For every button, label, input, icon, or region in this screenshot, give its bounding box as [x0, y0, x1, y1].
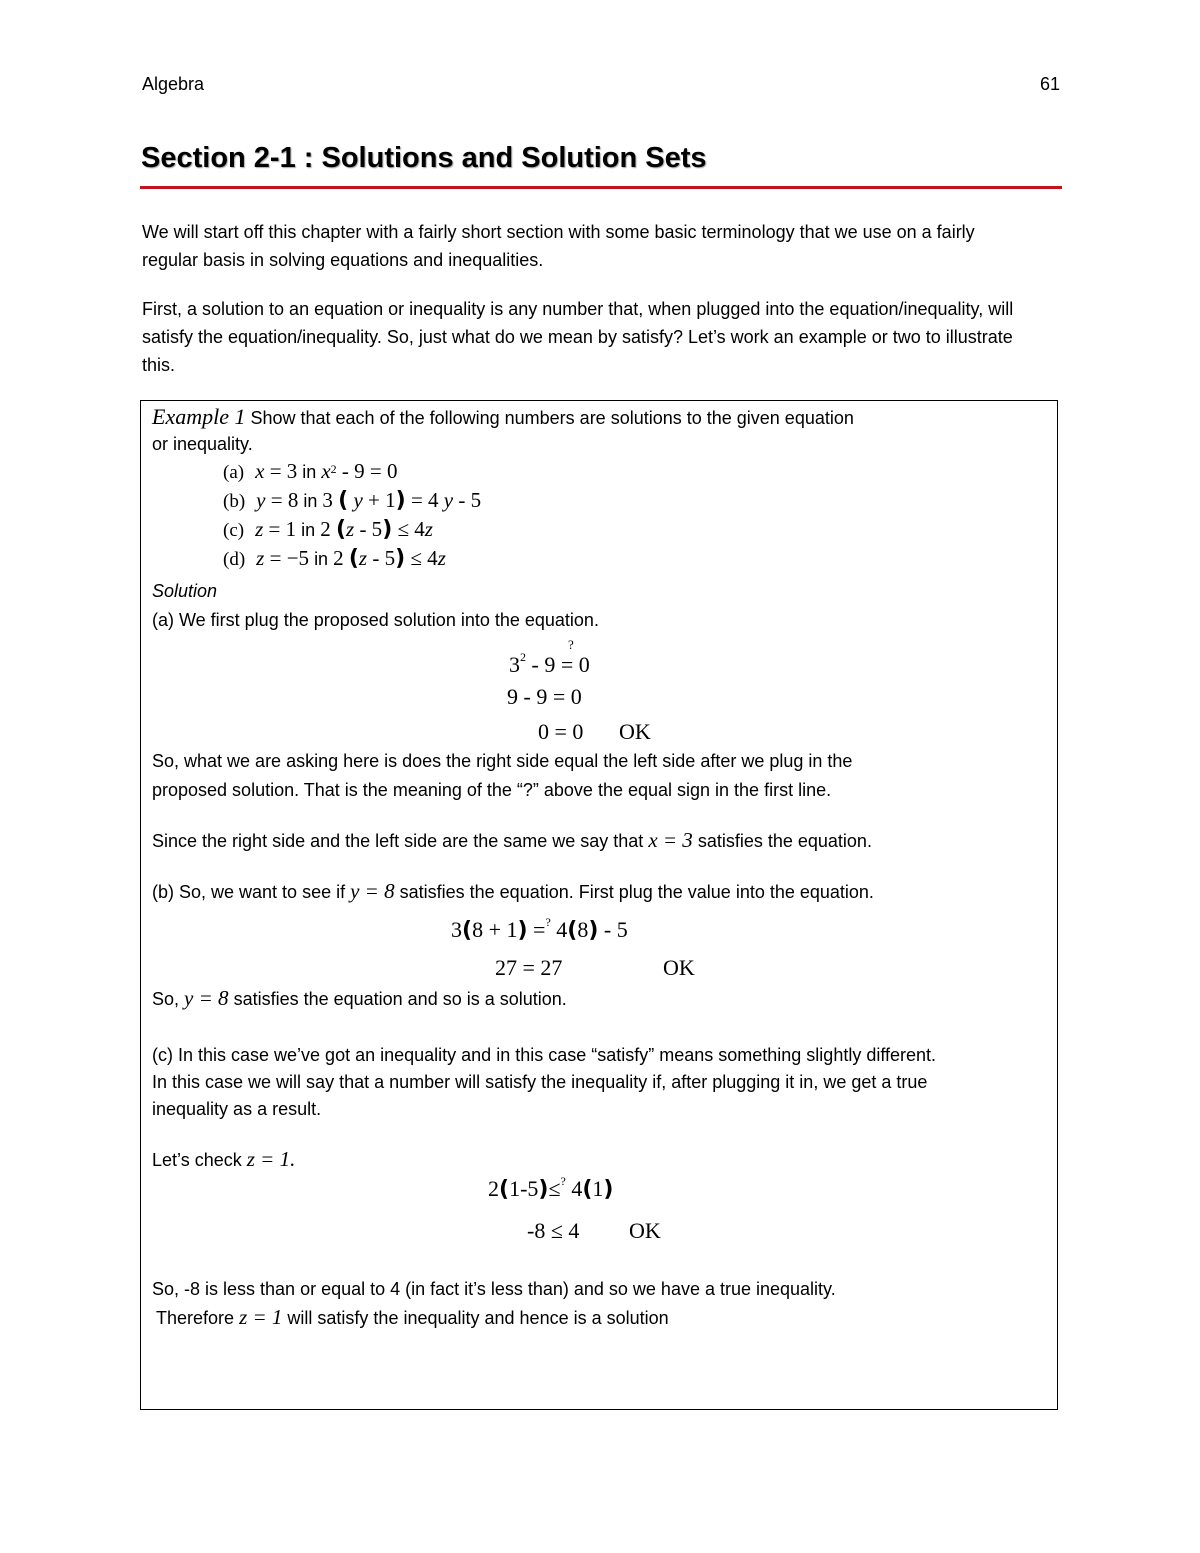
- c-text-5: Therefore z = 1 will satisfy the inequality and hence is a solution: [156, 1305, 669, 1329]
- a-text-3: Since the right side and the left side are the same we say that x = 3 satisfies the equation.: [152, 828, 872, 852]
- part-a-intro: (a) We first plug the proposed solution into the equation.: [152, 610, 599, 630]
- c-text-4: So, -8 is less than or equal to 4 (in fact it’s less than) and so we have a true inequality.: [152, 1279, 836, 1299]
- a-equation-1: $3^2 - 9 = 0$: [509, 650, 590, 677]
- c-check: Let’s check z = 1.: [152, 1147, 296, 1171]
- example-box: [140, 400, 1058, 1410]
- a-equation-3: 0 = 0: [538, 719, 584, 744]
- example-prompt: Show that each of the following numbers are solutions to the given equation: [250, 408, 854, 428]
- c-text-1: (c) In this case we’ve got an inequality and in this case “satisfy” means something slightly different.: [152, 1045, 937, 1065]
- a-text-1: So, what we are asking here is does the right side equal the left side after we plug in the: [152, 751, 853, 771]
- b-equation-1: 3(8 + 1) =? 4(8) - 5: [451, 915, 628, 943]
- c-equation-1: 2(1-5)≤? 4(1): [488, 1174, 614, 1202]
- part-c: (c) z = 1 in 2 (z - 5) ≤ 4z: [223, 517, 433, 542]
- title-underline: [140, 186, 1062, 189]
- section-title: Section 2-1 : Solutions and Solution Sets: [141, 142, 707, 174]
- example-prompt-cont: or inequality.: [152, 434, 253, 454]
- a-equation-2: 9 - 9 = 0: [507, 684, 582, 709]
- c-ok: OK: [629, 1218, 661, 1243]
- example-label: Example 1: [152, 404, 246, 429]
- solution-label: Solution: [152, 581, 218, 601]
- question-mark: ?: [568, 637, 574, 652]
- page-number: 61: [1039, 74, 1060, 94]
- c-text-2: In this case we will say that a number will satisfy the inequality if, after plugging it in, we get a true: [152, 1072, 928, 1092]
- b-intro: (b) So, we want to see if y = 8 satisfies the equation. First plug the value into the equation.: [152, 879, 874, 903]
- b-ok: OK: [663, 955, 695, 980]
- b-equation-2: 27 = 27: [495, 955, 563, 980]
- part-b: (b) y = 8 in 3 ( y + 1) = 4 y - 5: [223, 488, 482, 513]
- example-heading: [152, 403, 854, 432]
- running-header-title: Algebra: [142, 74, 205, 94]
- c-equation-2: -8 ≤ 4: [527, 1218, 580, 1243]
- a-text-2: proposed solution. That is the meaning of the “?” above the equal sign in the first line.: [152, 780, 832, 800]
- c-text-3: inequality as a result.: [152, 1099, 322, 1119]
- intro-paragraph-1: We will start off this chapter with a fairly short section with some basic terminology that we use on a fairly regular basis in solving equations and inequalities.: [142, 222, 975, 270]
- b-text: So, y = 8 satisfies the equation and so is a solution.: [152, 986, 567, 1010]
- part-d: (d) z = −5 in 2 (z - 5) ≤ 4z: [223, 546, 446, 571]
- part-a: (a) x = 3 in $x^2 - 9 = 0$: [223, 459, 398, 483]
- intro-paragraph-2: First, a solution to an equation or inequality is any number that, when plugged into the equation/inequality, will satisfy the equation/inequality. So, just what do we mean by satisfy? Let’s work an example or two to illustrate this.: [142, 299, 1014, 375]
- a-ok: OK: [619, 719, 651, 744]
